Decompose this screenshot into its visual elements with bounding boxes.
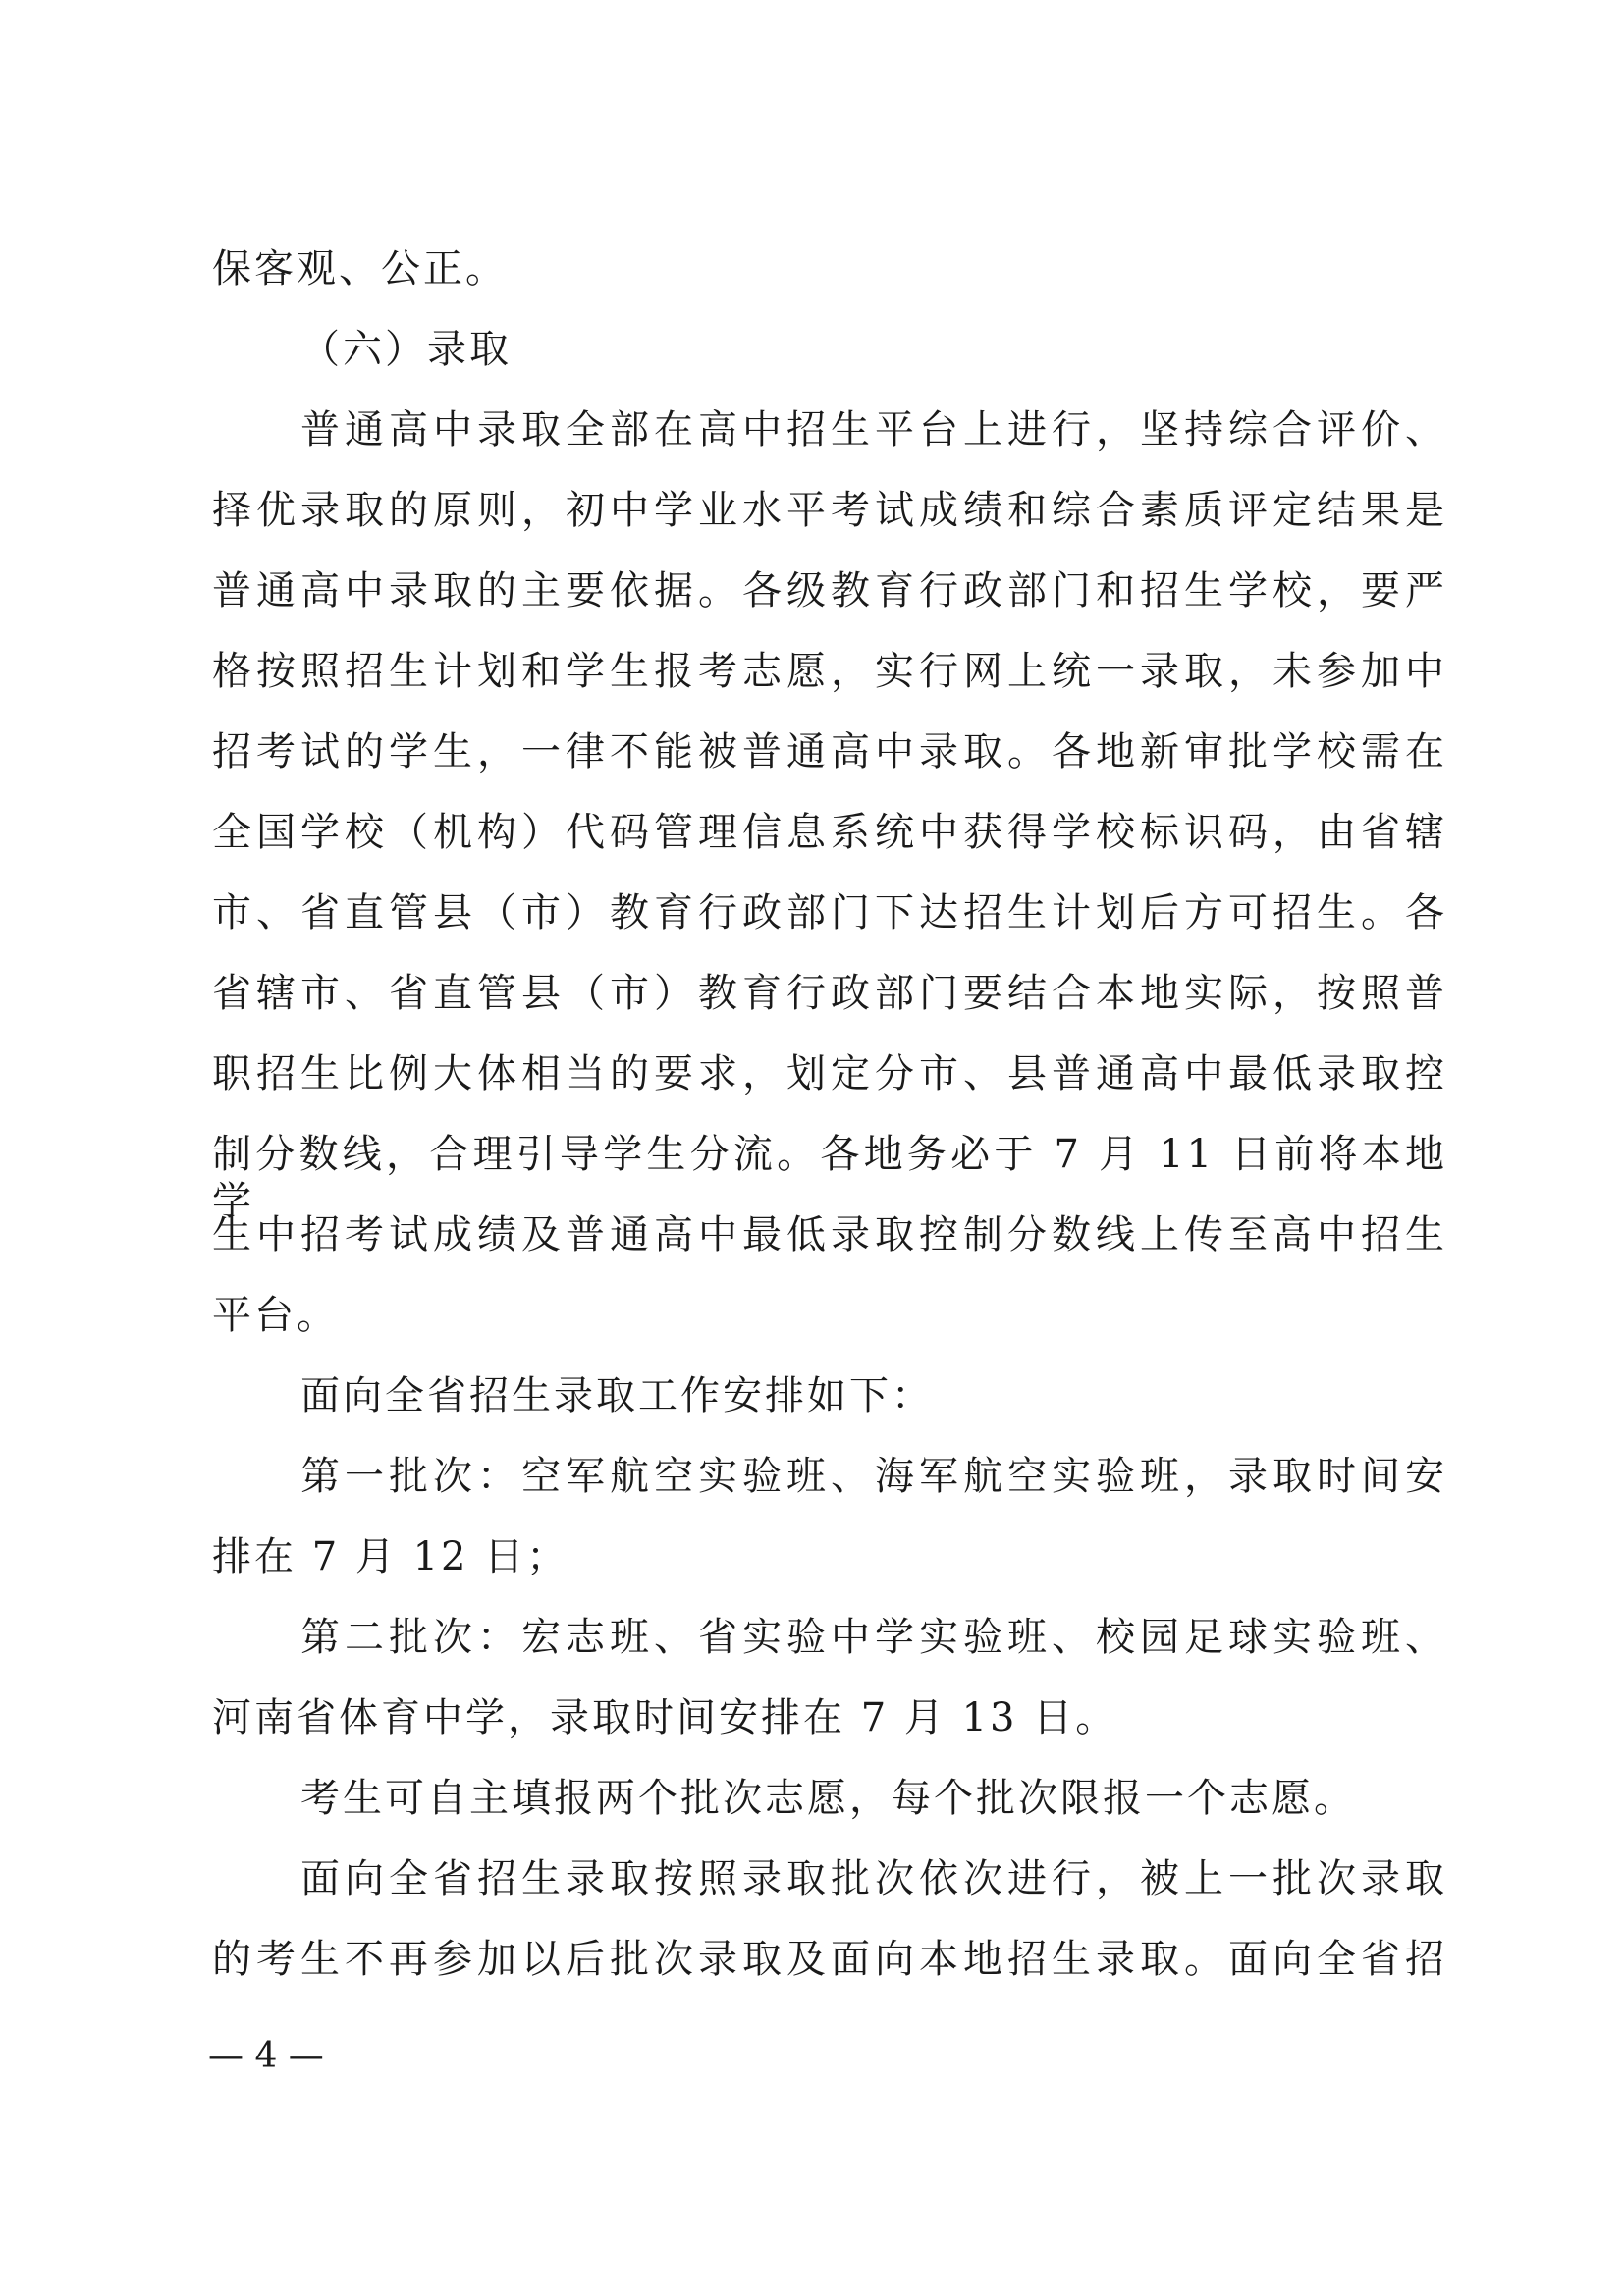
text-line: 面向全省招生录取按照录取批次依次进行，被上一批次录取 [300,1856,1447,1901]
text-line: 格按照招生计划和学生报考志愿，实行网上统一录取，未参加中 [212,649,1447,694]
text-line: 职招生比例大体相当的要求，划定分市、县普通高中最低录取控 [212,1051,1447,1096]
text-line: 平台。 [212,1293,339,1338]
text-line: 考生可自主填报两个批次志愿，每个批次限报一个志愿。 [300,1776,1356,1821]
text-line: 面向全省招生录取工作安排如下： [300,1373,934,1418]
text-line: 择优录取的原则，初中学业水平考试成绩和综合素质评定结果是 [212,488,1447,533]
text-line: 省辖市、省直管县（市）教育行政部门要结合本地实际，按照普 [212,971,1447,1016]
text-line: 市、省直管县（市）教育行政部门下达招生计划后方可招生。各 [212,890,1447,935]
text-line: 河南省体育中学，录取时间安排在 7 月 13 日。 [212,1695,1118,1740]
section-heading: （六）录取 [300,327,512,372]
text-line: 制分数线，合理引导学生分流。各地务必于 7 月 11 日前将本地学 [212,1132,1447,1224]
text-line: 普通高中录取的主要依据。各级教育行政部门和招生学校，要严 [212,568,1447,614]
page-number: — 4 — [208,2036,324,2076]
text-line: 第一批次：空军航空实验班、海军航空实验班，录取时间安 [300,1454,1447,1499]
text-line: 排在 7 月 12 日； [212,1534,569,1579]
text-line: 的考生不再参加以后批次录取及面向本地招生录取。面向全省招 [212,1937,1447,1982]
text-line: 保客观、公正。 [212,246,508,292]
text-line: 全国学校（机构）代码管理信息系统中获得学校标识码，由省辖 [212,810,1447,855]
text-line: 生中招考试成绩及普通高中最低录取控制分数线上传至高中招生 [212,1212,1447,1257]
text-line: 第二批次：宏志班、省实验中学实验班、校园足球实验班、 [300,1615,1447,1660]
text-line: 普通高中录取全部在高中招生平台上进行，坚持综合评价、 [300,407,1447,453]
text-line: 招考试的学生，一律不能被普通高中录取。各地新审批学校需在 [212,729,1447,774]
